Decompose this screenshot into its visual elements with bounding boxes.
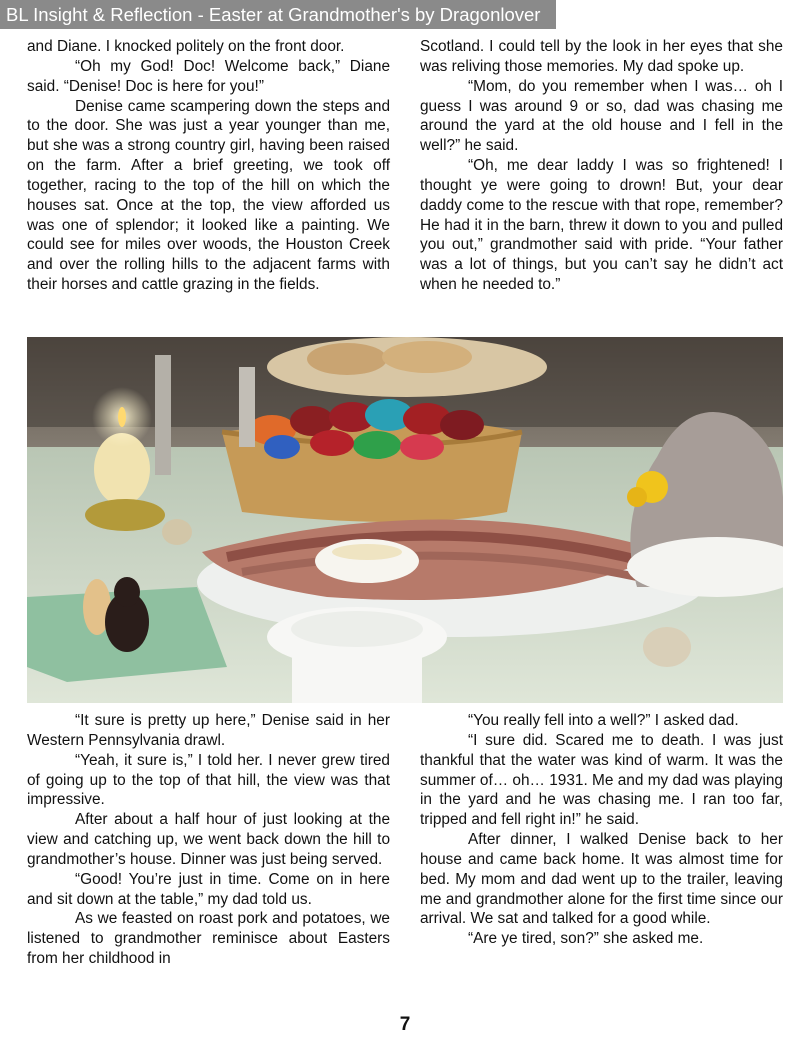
paragraph: As we feasted on roast pork and potatoes, we listened to grandmother reminisce about Easters from her childhood in xyxy=(27,910,390,968)
paragraph: “I sure did. Scared me to death. I was just thankful that the water was kind of warm. It was the summer of… oh… 1931. Me and my dad was playing in the yard and he was chasing me. I ran too far, tripped and fell right in!” he said. xyxy=(420,731,783,829)
paragraph: and Diane. I knocked politely on the front door. xyxy=(27,38,345,55)
paragraph: “Are ye tired, son?” she asked me. xyxy=(468,930,704,948)
paragraph: Scotland. I could tell by the look in her eyes that she was reliving those memories. My dad spoke up. xyxy=(420,38,783,75)
article-column-bottom-left xyxy=(27,711,390,969)
article-column-bottom-right xyxy=(420,711,783,949)
paragraph: After about a half hour of just looking at the view and catching up, we went back down the hill to grandmother’s house. Dinner was just being served. xyxy=(27,811,390,868)
article-column-top-left xyxy=(27,37,390,295)
paragraph: “Good! You’re just in time. Come on in here and sit down at the table,” my dad told us. xyxy=(27,870,390,908)
paragraph: After dinner, I walked Denise back to her house and came back home. It was almost time for bed. My mom and dad went up to the trailer, leaving me and grandmother alone for the first time since our arrival. We sat and talked for a good while. xyxy=(420,831,783,928)
magazine-header: BL Insight & Reflection - Easter at Grandmother's by Dragonlover xyxy=(0,0,556,29)
paragraph: “Mom, do you remember when I was… oh I guess I was around 9 or so, dad was chasing me around the yard at the old house and I fell in the well?” he said. xyxy=(420,77,783,155)
paragraph: Denise came scampering down the steps and to the door. She was just a year younger than me, but she was a strong country girl, having been raised on the farm. After a brief greeting, we took off together, racing to the top of the hill on which the houses sat. Once at the top, the view afforded us was one of splendor; it looked like a painting. We could see for miles over woods, the Houston Creek and over the rolling hills to the adjacent farms with their horses and cattle grazing in the fields. xyxy=(27,97,390,294)
article-column-top-right xyxy=(420,37,783,295)
page-number: 7 xyxy=(399,1014,411,1035)
paragraph: “Oh my God! Doc! Welcome back,” Diane said. “Denise! Doc is here for you!” xyxy=(27,57,390,95)
paragraph: “It sure is pretty up here,” Denise said in her Western Pennsylvania drawl. xyxy=(27,712,390,749)
easter-table-photo xyxy=(27,337,783,703)
paragraph: “You really fell into a well?” I asked dad. xyxy=(468,712,739,729)
paragraph: “Oh, me dear laddy I was so frightened! I thought ye were going to drown! But, your dear daddy come to the rescue with that rope, remember? He had it in the barn, threw it down to you and pulled you out,” grandmother said with pride. “Your father was a lot of things, but you can’t say he didn’t act when he needed to.” xyxy=(420,157,783,294)
paragraph: “Yeah, it sure is,” I told her. I never grew tired of going up to the top of that hill, the view was that impressive. xyxy=(27,751,390,809)
